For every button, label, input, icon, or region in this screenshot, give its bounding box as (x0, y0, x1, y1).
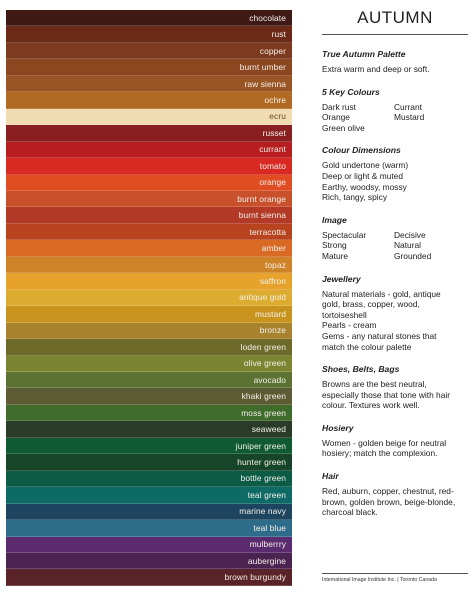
section-image (322, 215, 468, 262)
colour-swatch (6, 240, 292, 256)
hair-line: brown, golden brown, beige-blonde, (322, 496, 456, 507)
colour-swatch (6, 553, 292, 569)
info-panel (322, 6, 468, 530)
swatch-label: currant (259, 144, 286, 155)
section-hair (322, 471, 468, 518)
section-title: 5 Key Colours (322, 86, 380, 97)
swatch-label: juniper green (235, 440, 286, 451)
image-word: Decisive (394, 229, 426, 240)
swatch-label: bottle green (240, 473, 286, 484)
colour-swatch (6, 471, 292, 487)
swatch-label: saffron (259, 275, 286, 286)
colour-swatch (6, 59, 292, 75)
colour-swatch (6, 388, 292, 404)
colour-swatch (6, 438, 292, 454)
colour-swatch (6, 372, 292, 388)
section-hosiery (322, 423, 468, 459)
jewellery-line: tortoiseshell (322, 309, 367, 320)
swatch-label: copper (259, 45, 286, 56)
jewellery-line: Gems - any natural stones that (322, 330, 437, 341)
key-colour: Orange (322, 112, 350, 123)
image-word: Spectacular (322, 229, 367, 240)
colour-swatch (6, 43, 292, 59)
swatch-label: burnt umber (239, 62, 286, 73)
key-colour: Currant (394, 101, 422, 112)
swatch-label: bronze (259, 325, 286, 336)
swatch-label: ochre (264, 94, 286, 105)
image-word: Natural (394, 240, 421, 251)
colour-swatch (6, 142, 292, 158)
section-title: Shoes, Belts, Bags (322, 364, 400, 375)
swatch-label: burnt sienna (238, 210, 286, 221)
swatch-label: orange (259, 177, 286, 188)
swatch-label: burnt orange (237, 193, 286, 204)
swatch-label: antique gold (239, 292, 286, 303)
shoes-line: Browns are the best neutral, (322, 379, 427, 390)
colour-swatch (6, 290, 292, 306)
swatch-label: teal blue (253, 522, 286, 533)
section-shoes (322, 364, 468, 411)
swatch-label: amber (261, 243, 286, 254)
colour-swatch (6, 125, 292, 141)
colour-swatch (6, 175, 292, 191)
image-word: Grounded (394, 250, 432, 261)
jewellery-line: Natural materials - gold, antique (322, 288, 441, 299)
colour-swatch (6, 356, 292, 372)
key-colour: Green olive (322, 122, 365, 133)
section-jewellery (322, 274, 468, 353)
swatch-label: chocolate (249, 12, 286, 23)
colour-swatch (6, 257, 292, 273)
colour-swatch (6, 158, 292, 174)
colour-swatch (6, 520, 292, 536)
colour-swatch (6, 569, 292, 585)
section-title: Jewellery (322, 273, 361, 284)
colour-swatch (6, 537, 292, 553)
swatch-label: raw sienna (244, 78, 286, 89)
colour-swatch (6, 207, 292, 223)
image-word: Mature (322, 250, 349, 261)
dimension-line: Gold undertone (warm) (322, 160, 409, 171)
colour-swatch (6, 26, 292, 42)
swatch-label: tomato (259, 160, 286, 171)
dimension-line: Deep or light & muted (322, 170, 404, 181)
colour-swatch (6, 273, 292, 289)
colour-swatch (6, 191, 292, 207)
swatch-label: khaki green (241, 391, 286, 402)
key-colour: Dark rust (322, 101, 356, 112)
swatch-label: rust (271, 29, 286, 40)
hair-line: charcoal black. (322, 507, 378, 518)
section-title: True Autumn Palette (322, 49, 406, 59)
colour-swatch (6, 76, 292, 92)
swatch-label: mustard (255, 308, 286, 319)
colour-swatch (6, 454, 292, 470)
colour-swatch (6, 339, 292, 355)
shoes-line: especially those that tone with hair (322, 389, 451, 400)
hosiery-line: hosiery; match the complexion. (322, 448, 438, 459)
swatch-label: moss green (241, 407, 286, 418)
key-colour: Mustard (394, 112, 425, 123)
hosiery-line: Women - golden beige for neutral (322, 437, 447, 448)
page-title: AUTUMN (357, 8, 433, 27)
colour-swatch (6, 92, 292, 108)
swatch-label: hunter green (237, 456, 286, 467)
section-text: Extra warm and deep or soft. (322, 64, 430, 74)
section-key-colours (322, 87, 468, 134)
swatch-label: aubergine (247, 555, 286, 566)
section-dimensions (322, 145, 468, 202)
colour-swatch (6, 323, 292, 339)
dimension-line: Rich, tangy, spicy (322, 192, 388, 203)
dimension-line: Earthy, woodsy, mossy (322, 181, 407, 192)
colour-swatch (6, 109, 292, 125)
swatch-label: brown burgundy (224, 572, 286, 583)
swatch-label: loden green (240, 341, 286, 352)
shoes-line: colour. Textures work well. (322, 400, 420, 411)
swatch-label: ecru (269, 111, 286, 122)
section-title: Image (322, 214, 347, 225)
swatch-label: russet (262, 127, 286, 138)
colour-swatch (6, 405, 292, 421)
image-word: Strong (322, 240, 347, 251)
jewellery-line: Pearls - cream (322, 320, 377, 331)
colour-swatch (6, 10, 292, 26)
swatch-label: teal green (247, 489, 286, 500)
colour-swatch (6, 306, 292, 322)
image-grid (322, 230, 468, 262)
hair-line: Red, auburn, copper, chestnut, red- (322, 486, 454, 497)
swatch-label: olive green (243, 358, 286, 369)
swatch-label: avocado (253, 374, 286, 385)
section-title: Colour Dimensions (322, 145, 401, 156)
section-title: Hosiery (322, 422, 354, 433)
colour-swatch (6, 224, 292, 240)
title-divider (322, 34, 468, 35)
colour-swatch-column (6, 10, 292, 586)
swatch-label: mulberrry (249, 539, 286, 550)
swatch-label: terracotta (249, 226, 286, 237)
swatch-label: marine navy (239, 506, 286, 517)
section-palette (322, 49, 468, 75)
colour-swatch (6, 487, 292, 503)
jewellery-line: match the colour palette (322, 341, 412, 352)
footer-credit: International Image Institute Inc. | Toronto Canada (322, 573, 468, 583)
section-title: Hair (322, 471, 339, 482)
swatch-label: topaz (265, 259, 286, 270)
colour-swatch (6, 421, 292, 437)
colour-swatch (6, 504, 292, 520)
jewellery-line: gold, brass, copper, wood, (322, 299, 420, 310)
swatch-label: seaweed (251, 424, 286, 435)
key-colours-grid (322, 102, 468, 134)
